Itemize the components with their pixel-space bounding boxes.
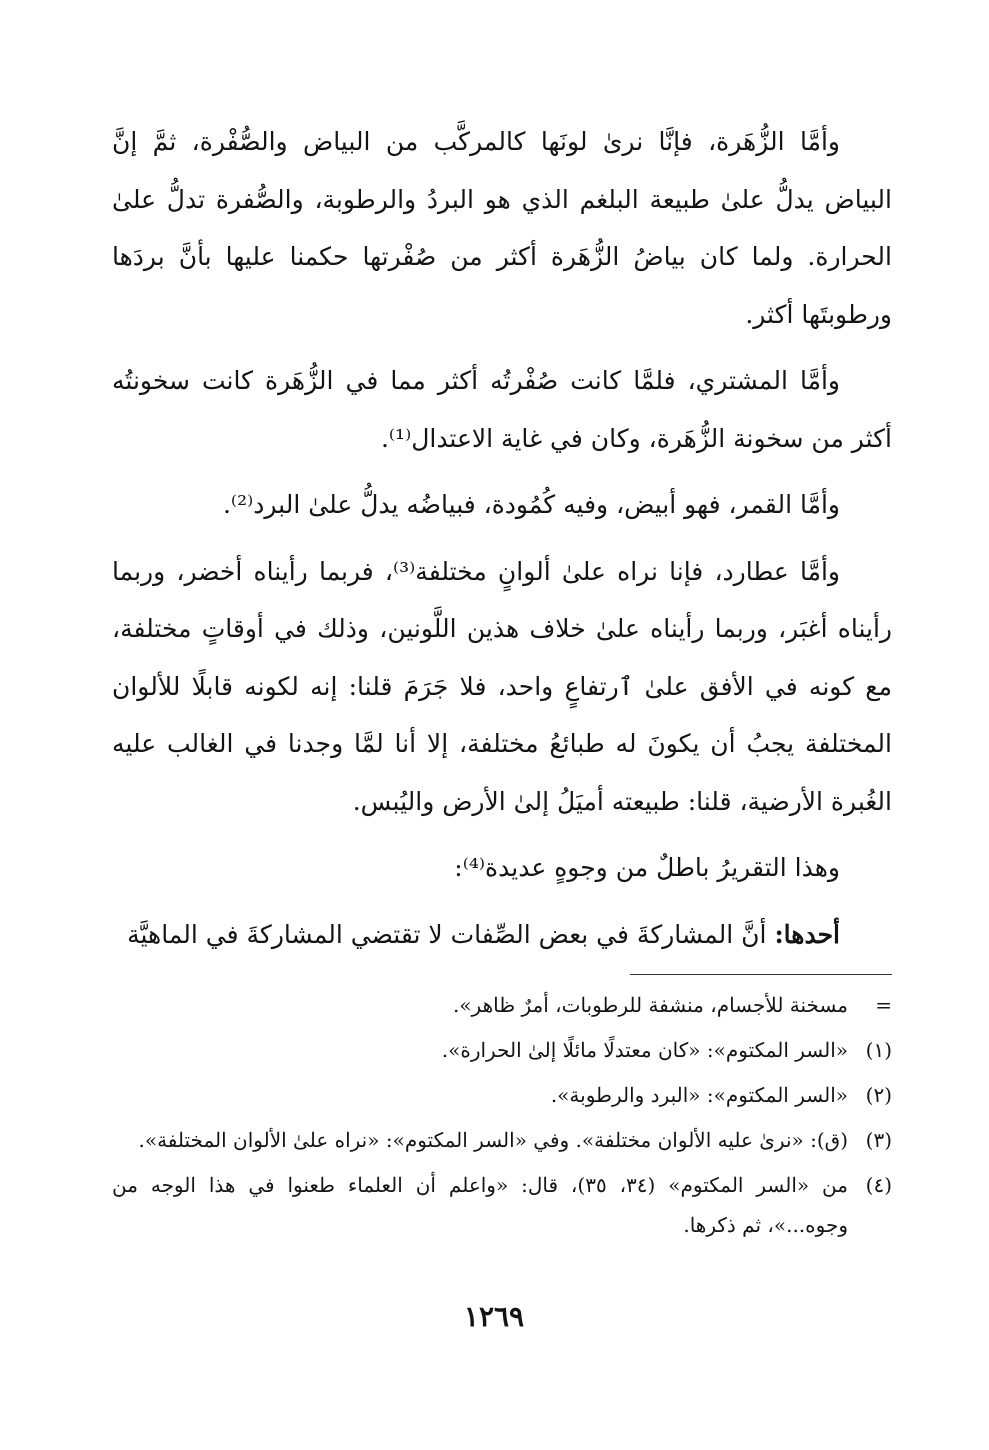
footnote-mark: (٣) xyxy=(865,1128,892,1152)
paragraph-text: وأمَّا القمر، فهو أبيض، وفيه كُمُودة، فبياضُه يدلُّ علىٰ البرد⁽²⁾. xyxy=(222,490,840,519)
main-text xyxy=(112,113,892,972)
footnote-text: «السر المكتوم»: «البرد والرطوبة». xyxy=(550,1083,848,1107)
paragraph-first-reason xyxy=(112,906,892,964)
footnote-mark: (٢) xyxy=(865,1083,892,1107)
footnote-text: مسخنة للأجسام، منشفة للرطوبات، أمرٌ ظاهر». xyxy=(452,993,848,1017)
footnotes xyxy=(112,985,892,1250)
paragraph-jupiter xyxy=(112,352,892,467)
footnote-mark: = xyxy=(875,993,892,1017)
footnote-1 xyxy=(112,1030,892,1070)
footnote-text: من «السر المكتوم» (٣٤، ٣٥)، قال: «واعلم أن العلماء طعنوا في هذا الوجه من وجوه...»، ثم ذكرها. xyxy=(112,1173,848,1237)
paragraph-venus xyxy=(112,113,892,343)
footnote-mark: (١) xyxy=(865,1038,892,1062)
paragraph-lead: أحدها: xyxy=(774,919,840,949)
page-number: ١٢٦٩ xyxy=(463,1300,525,1333)
footnote-divider xyxy=(630,974,892,975)
footnote-text: (ق): «نرىٰ عليه الألوان مختلفة». وفي «السر المكتوم»: «نراه علىٰ الألوان المختلفة». xyxy=(138,1128,848,1152)
paragraph-text: وأمَّا عطارد، فإنا نراه علىٰ ألوانٍ مختلفة⁽³⁾، فربما رأيناه أخضر، وربما رأيناه أغبَر، وربما رأيناه علىٰ خلاف هذين اللَّونين، وذلك في أوقاتٍ مختلفة، مع كونه في الأفق علىٰ ٱرتفاعٍ واحد، فلا جَرَمَ قلنا: إنه لكونه قابلًا للألوان المختلفة يجبُ أن يكونَ له طبائعُ مختلفة، إلا أنا لمَّا وجدنا في الغالب عليه الغُبرة الأرضية، قلنا: طبيعته أميَلُ إلىٰ الأرض واليُبس. xyxy=(112,556,892,816)
paragraph-text: أنَّ المشاركةَ في بعض الصِّفات لا تقتضي المشاركةَ في الماهيَّة xyxy=(127,919,775,949)
paragraph-mercury xyxy=(112,543,892,831)
footnote-4 xyxy=(112,1165,892,1245)
footnote-text: «السر المكتوم»: «كان معتدلًا مائلًا إلىٰ الحرارة». xyxy=(441,1038,848,1062)
paragraph-text: وهذا التقريرُ باطلٌ من وجوهٍ عديدة⁽⁴⁾: xyxy=(454,853,840,882)
footnote-continuation xyxy=(112,985,892,1025)
paragraph-moon xyxy=(112,476,892,534)
footnote-mark: (٤) xyxy=(865,1173,892,1197)
paragraph-refutation-intro xyxy=(112,839,892,897)
paragraph-text: وأمَّا الزُّهَرة، فإنَّا نرىٰ لونَها كالمركَّب من البياض والصُّفْرة، ثمَّ إنَّ البياض يدلُّ علىٰ طبيعة البلغم الذي هو البردُ والرطوبة، والصُّفرة تدلُّ علىٰ الحرارة. ولما كان بياضُ الزُّهَرة أكثر من صُفْرتها حكمنا عليها بأنَّ بردَها ورطوبتَها أكثر. xyxy=(112,127,892,329)
paragraph-text: وأمَّا المشتري، فلمَّا كانت صُفْرتُه أكثر مما في الزُّهَرة كانت سخونتُه أكثر من سخونة الزُّهَرة، وكان في غاية الاعتدال⁽¹⁾. xyxy=(112,366,892,453)
footnote-3 xyxy=(112,1120,892,1160)
footnote-2 xyxy=(112,1075,892,1115)
